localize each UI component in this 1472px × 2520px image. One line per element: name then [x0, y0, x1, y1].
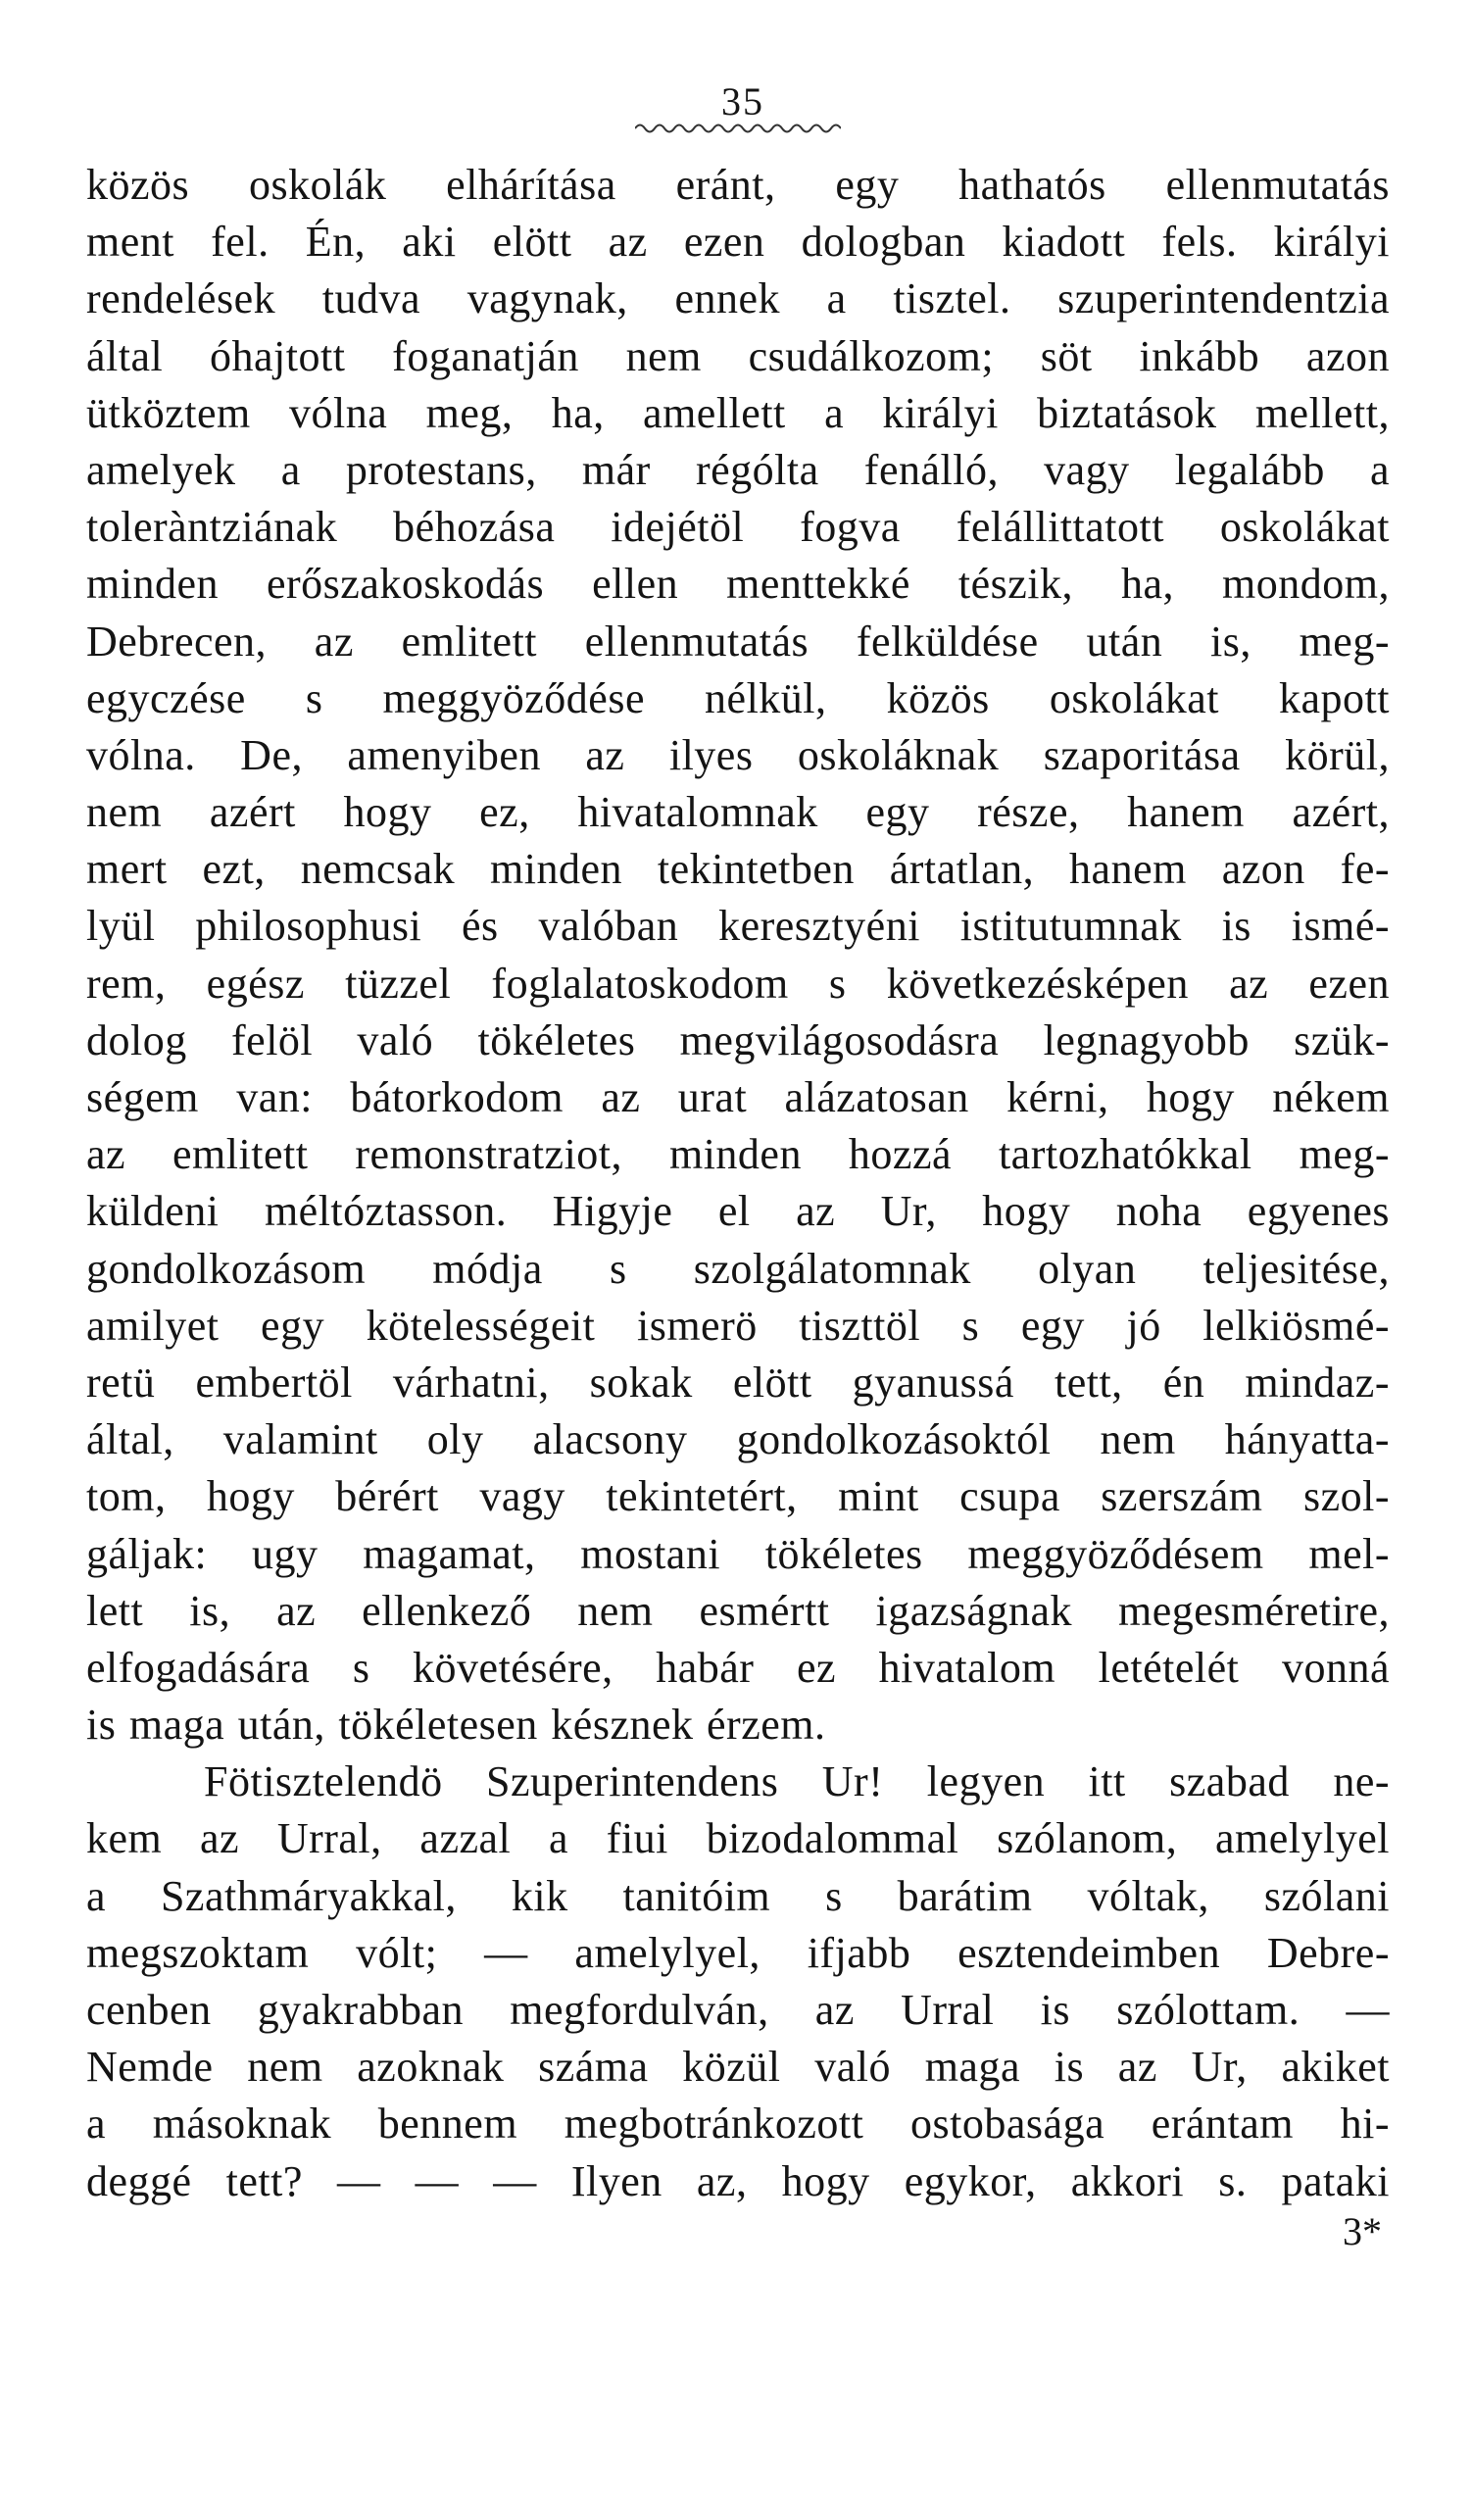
- text-line: retü embertöl várhatni, sokak elött gyanussá tett, én mindaz-: [86, 1358, 1390, 1407]
- text-line: amelyek a protestans, már régólta fenálló, vagy legalább a: [86, 445, 1390, 494]
- text-line: rem, egész tüzzel foglalatoskodom s következésképen az ezen: [86, 959, 1390, 1008]
- text-line: minden erőszakoskodás ellen menttekké tészik, ha, mondom,: [86, 560, 1390, 609]
- text-line: lett is, az ellenkező nem esmértt igazságnak megesméretire,: [86, 1586, 1390, 1635]
- text-line: cenben gyakrabban megfordulván, az Urral is szólottam. —: [86, 1986, 1390, 2034]
- text-line: amilyet egy kötelességeit ismerö tiszttöl s egy jó lelkiösmé-: [86, 1301, 1390, 1350]
- text-line: a Szathmáryakkal, kik tanitóim s barátim vóltak, szólani: [86, 1871, 1390, 1920]
- body-text: [86, 157, 1390, 2210]
- book-page: [86, 78, 1390, 2253]
- text-line: vólna. De, amenyiben az ilyes oskoláknak szaporitása körül,: [86, 730, 1390, 779]
- text-line: a másoknak bennem megbotránkozott ostobasága erántam hi-: [86, 2100, 1390, 2149]
- paragraph-first-line: Fötisztelendö Szuperintendens Ur! legyen itt szabad ne-: [204, 1757, 1390, 1806]
- text-line: ütköztem vólna meg, ha, amellett a királyi biztatások mellett,: [86, 388, 1390, 437]
- text-line: rendelések tudva vagynak, ennek a tisztel. szuperintendentzia: [86, 274, 1390, 323]
- text-line: tom, hogy bérért vagy tekintetért, mint csupa szerszám szol-: [86, 1472, 1390, 1521]
- text-line: egyczése s meggyöződése nélkül, közös oskolákat kapott: [86, 673, 1390, 722]
- text-line: Nemde nem azoknak száma közül való maga is az Ur, akiket: [86, 2043, 1390, 2092]
- text-line: közös oskolák elhárítása eránt, egy hathatós ellenmutatás: [86, 161, 1390, 209]
- text-line: gondolkozásom módja s szolgálatomnak olyan teljesitése,: [86, 1244, 1390, 1293]
- text-line: küldeni méltóztasson. Higyje el az Ur, hogy noha egyenes: [86, 1187, 1390, 1236]
- text-line: kem az Urral, azzal a fiui bizodalommal szólanom, amelylyel: [86, 1814, 1390, 1863]
- text-line: lyül philosophusi és valóban keresztyéni istitutumnak is ismé-: [86, 902, 1390, 951]
- text-line: által óhajtott foganatján nem csudálkozom; söt inkább azon: [86, 331, 1390, 380]
- text-line: ségem van: bátorkodom az urat alázatosan kérni, hogy nékem: [86, 1073, 1390, 1121]
- text-line: megszoktam vólt; — amelylyel, ifjabb esztendeimben Debre-: [86, 1928, 1390, 1977]
- text-line: mert ezt, nemcsak minden tekintetben ártatlan, hanem azon fe-: [86, 845, 1390, 894]
- text-line: az emlitett remonstratziot, minden hozzá tartozhatókkal meg-: [86, 1130, 1390, 1179]
- text-line: ment fel. Én, aki elött az ezen dologban kiadott fels. királyi: [86, 218, 1390, 267]
- text-line: dolog felöl való tökéletes megvilágosodásra legnagyobb szük-: [86, 1015, 1390, 1064]
- text-line: nem azért hogy ez, hivatalomnak egy része, hanem azért,: [86, 788, 1390, 837]
- paragraph-last-line: is maga után, tökéletesen késznek érzem.: [86, 1701, 826, 1750]
- text-line: gáljak: ugy magamat, mostani tökéletes meggyöződésem mel-: [86, 1529, 1390, 1578]
- text-line: deggé tett? — — — Ilyen az, hogy egykor, akkori s. pataki: [86, 2156, 1390, 2205]
- signature-mark: 3*: [1343, 2208, 1382, 2253]
- text-line: elfogadására s követésére, habár ez hivatalom letételét vonná: [86, 1643, 1390, 1692]
- text-line: által, valamint oly alacsony gondolkozásoktól nem hányatta-: [86, 1415, 1390, 1464]
- text-line: Debrecen, az emlitett ellenmutatás felküldése után is, meg-: [86, 617, 1390, 666]
- page-number: 35: [721, 79, 764, 124]
- text-line: toleràntziának béhozása idejétöl fogva felállittatott oskolákat: [86, 503, 1390, 552]
